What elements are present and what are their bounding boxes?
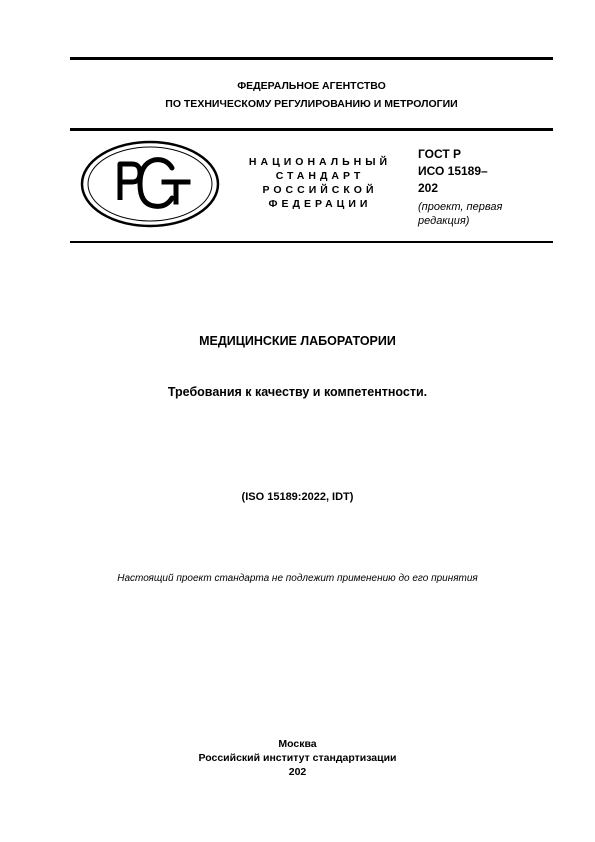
national-standard-line-4: ФЕДЕРАЦИИ: [268, 198, 372, 210]
footer-publisher: Российский институт стандартизации: [198, 752, 397, 764]
national-standard-line-1: НАЦИОНАЛЬНЫЙ: [248, 156, 392, 168]
document-title: МЕДИЦИНСКИЕ ЛАБОРАТОРИИ: [199, 334, 396, 348]
gost-designation-line-1: ГОСТ Р: [418, 147, 462, 161]
agency-line-2: ПО ТЕХНИЧЕСКОМУ РЕГУЛИРОВАНИЮ И МЕТРОЛОГИИ: [165, 98, 458, 110]
footer-city: Москва: [278, 738, 317, 750]
footer-year: 202: [288, 766, 307, 778]
agency-line-1: ФЕДЕРАЛЬНОЕ АГЕНТСТВО: [237, 80, 386, 92]
national-standard-line-3: РОССИЙСКОЙ: [262, 184, 378, 196]
draft-status-line-1: (проект, первая: [418, 201, 503, 213]
draft-status-line-2: редакция): [418, 215, 470, 227]
gost-designation-line-2: ИСО 15189–: [418, 164, 488, 178]
gost-designation-line-3: 202: [418, 181, 439, 195]
national-standard-line-2: СТАНДАРТ: [275, 170, 365, 182]
document-subtitle: Требования к качеству и компетентности.: [167, 385, 428, 399]
rst-logo-icon: [80, 140, 220, 228]
top-rule: [70, 57, 553, 60]
iso-equivalence: (ISO 15189:2022, IDT): [241, 491, 354, 503]
header-rule: [70, 128, 553, 131]
draft-notice: Настоящий проект стандарта не подлежит применению до его принятия: [117, 573, 478, 584]
band-rule: [70, 241, 553, 243]
